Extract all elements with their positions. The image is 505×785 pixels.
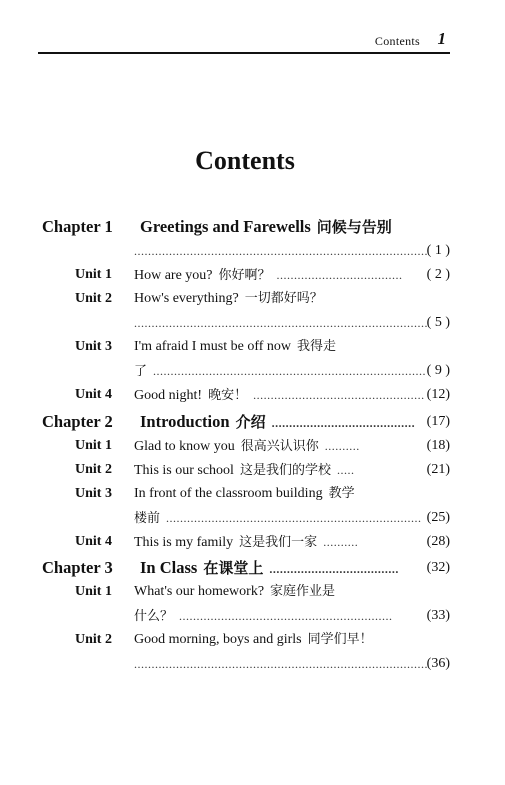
dot-leader: .......... bbox=[323, 535, 359, 549]
page-ref: (25) bbox=[426, 510, 450, 525]
chapter-title: Introduction bbox=[140, 412, 230, 431]
page-title: Contents bbox=[195, 146, 295, 175]
page-ref: (28) bbox=[426, 534, 450, 549]
unit-label: Unit 3 bbox=[75, 339, 112, 354]
unit-title-cn: 这是我们一家 bbox=[239, 535, 318, 550]
dot-leader: ..... bbox=[336, 463, 355, 477]
unit-title-cn: 家庭作业是 bbox=[270, 584, 336, 599]
dot-leader: ..................................... bbox=[269, 562, 399, 576]
unit-label: Unit 1 bbox=[75, 438, 112, 453]
unit-title: Glad to know you bbox=[134, 439, 235, 454]
unit-title-cn: 教学 bbox=[328, 486, 355, 501]
running-header bbox=[38, 28, 450, 50]
page-ref: ( 2 ) bbox=[426, 267, 450, 282]
page-ref: (33) bbox=[426, 608, 450, 623]
page-ref: ( 1 ) bbox=[426, 243, 450, 258]
unit-title: What's our homework? bbox=[134, 584, 265, 599]
page-ref: (18) bbox=[426, 438, 450, 453]
dot-leader: ................................................. bbox=[253, 388, 425, 402]
dot-leader: .................................................................................... bbox=[134, 244, 428, 258]
dot-leader: .................................... bbox=[276, 268, 403, 282]
running-header-label: Contents bbox=[374, 34, 420, 48]
unit-title: How are you? bbox=[134, 268, 213, 283]
unit-title-cn: 晚安！ bbox=[208, 388, 248, 403]
page-ref: ( 9 ) bbox=[426, 363, 450, 378]
page-number: 1 bbox=[437, 29, 446, 48]
page-ref: ( 5 ) bbox=[426, 315, 450, 330]
unit-label: Unit 1 bbox=[75, 584, 112, 599]
unit-title-cn-cont: 了 bbox=[134, 364, 148, 379]
chapter-label: Chapter 3 bbox=[42, 558, 113, 577]
dot-leader: .............................................................................. bbox=[153, 364, 427, 378]
page-ref: (21) bbox=[426, 462, 450, 477]
unit-title: In front of the classroom building bbox=[134, 486, 323, 501]
dot-leader: ......................................................................... bbox=[166, 511, 422, 525]
unit-title: How's everything? bbox=[134, 291, 239, 306]
dot-leader: .................................................................................... bbox=[134, 657, 428, 671]
unit-title: This is my family bbox=[134, 535, 234, 550]
chapter-title-cn: 介绍 bbox=[235, 413, 266, 431]
unit-title-cn-cont: 楼前 bbox=[134, 511, 161, 526]
page-ref: (36) bbox=[426, 656, 450, 671]
unit-title-cn: 同学们早！ bbox=[307, 632, 373, 647]
unit-title: Good night! bbox=[134, 388, 203, 403]
unit-title-cn: 这是我们的学校 bbox=[239, 463, 331, 478]
chapter-title-cn: 问候与告别 bbox=[316, 218, 392, 236]
unit-title-cn: 一切都好吗？ bbox=[244, 291, 323, 306]
page-ref: (32) bbox=[426, 560, 450, 575]
unit-title-cn: 很高兴认识你 bbox=[240, 439, 319, 454]
dot-leader: ............................................................. bbox=[179, 609, 393, 623]
unit-title: Good morning, boys and girls bbox=[134, 632, 302, 647]
chapter-title-cn: 在课堂上 bbox=[203, 559, 264, 577]
chapter-title: Greetings and Farewells bbox=[140, 217, 311, 236]
unit-title: I'm afraid I must be off now bbox=[134, 339, 292, 354]
header-rule bbox=[38, 52, 450, 54]
page-ref: (12) bbox=[426, 387, 450, 402]
unit-title-cn: 你好啊？ bbox=[218, 268, 271, 283]
unit-label: Unit 4 bbox=[75, 387, 112, 402]
dot-leader: ......................................... bbox=[271, 416, 416, 430]
unit-label: Unit 2 bbox=[75, 632, 112, 647]
page-ref: (17) bbox=[426, 414, 450, 429]
chapter-title: In Class bbox=[140, 558, 198, 577]
unit-label: Unit 1 bbox=[75, 267, 112, 282]
chapter-label: Chapter 1 bbox=[42, 217, 113, 236]
dot-leader: .................................................................................... bbox=[134, 316, 428, 330]
unit-title-cn-cont: 什么？ bbox=[134, 609, 174, 624]
unit-label: Unit 3 bbox=[75, 486, 112, 501]
unit-label: Unit 2 bbox=[75, 462, 112, 477]
unit-title-cn: 我得走 bbox=[297, 339, 337, 354]
unit-label: Unit 4 bbox=[75, 534, 112, 549]
unit-title: This is our school bbox=[134, 463, 234, 478]
unit-label: Unit 2 bbox=[75, 291, 112, 306]
dot-leader: .......... bbox=[324, 439, 360, 453]
chapter-label: Chapter 2 bbox=[42, 412, 113, 431]
